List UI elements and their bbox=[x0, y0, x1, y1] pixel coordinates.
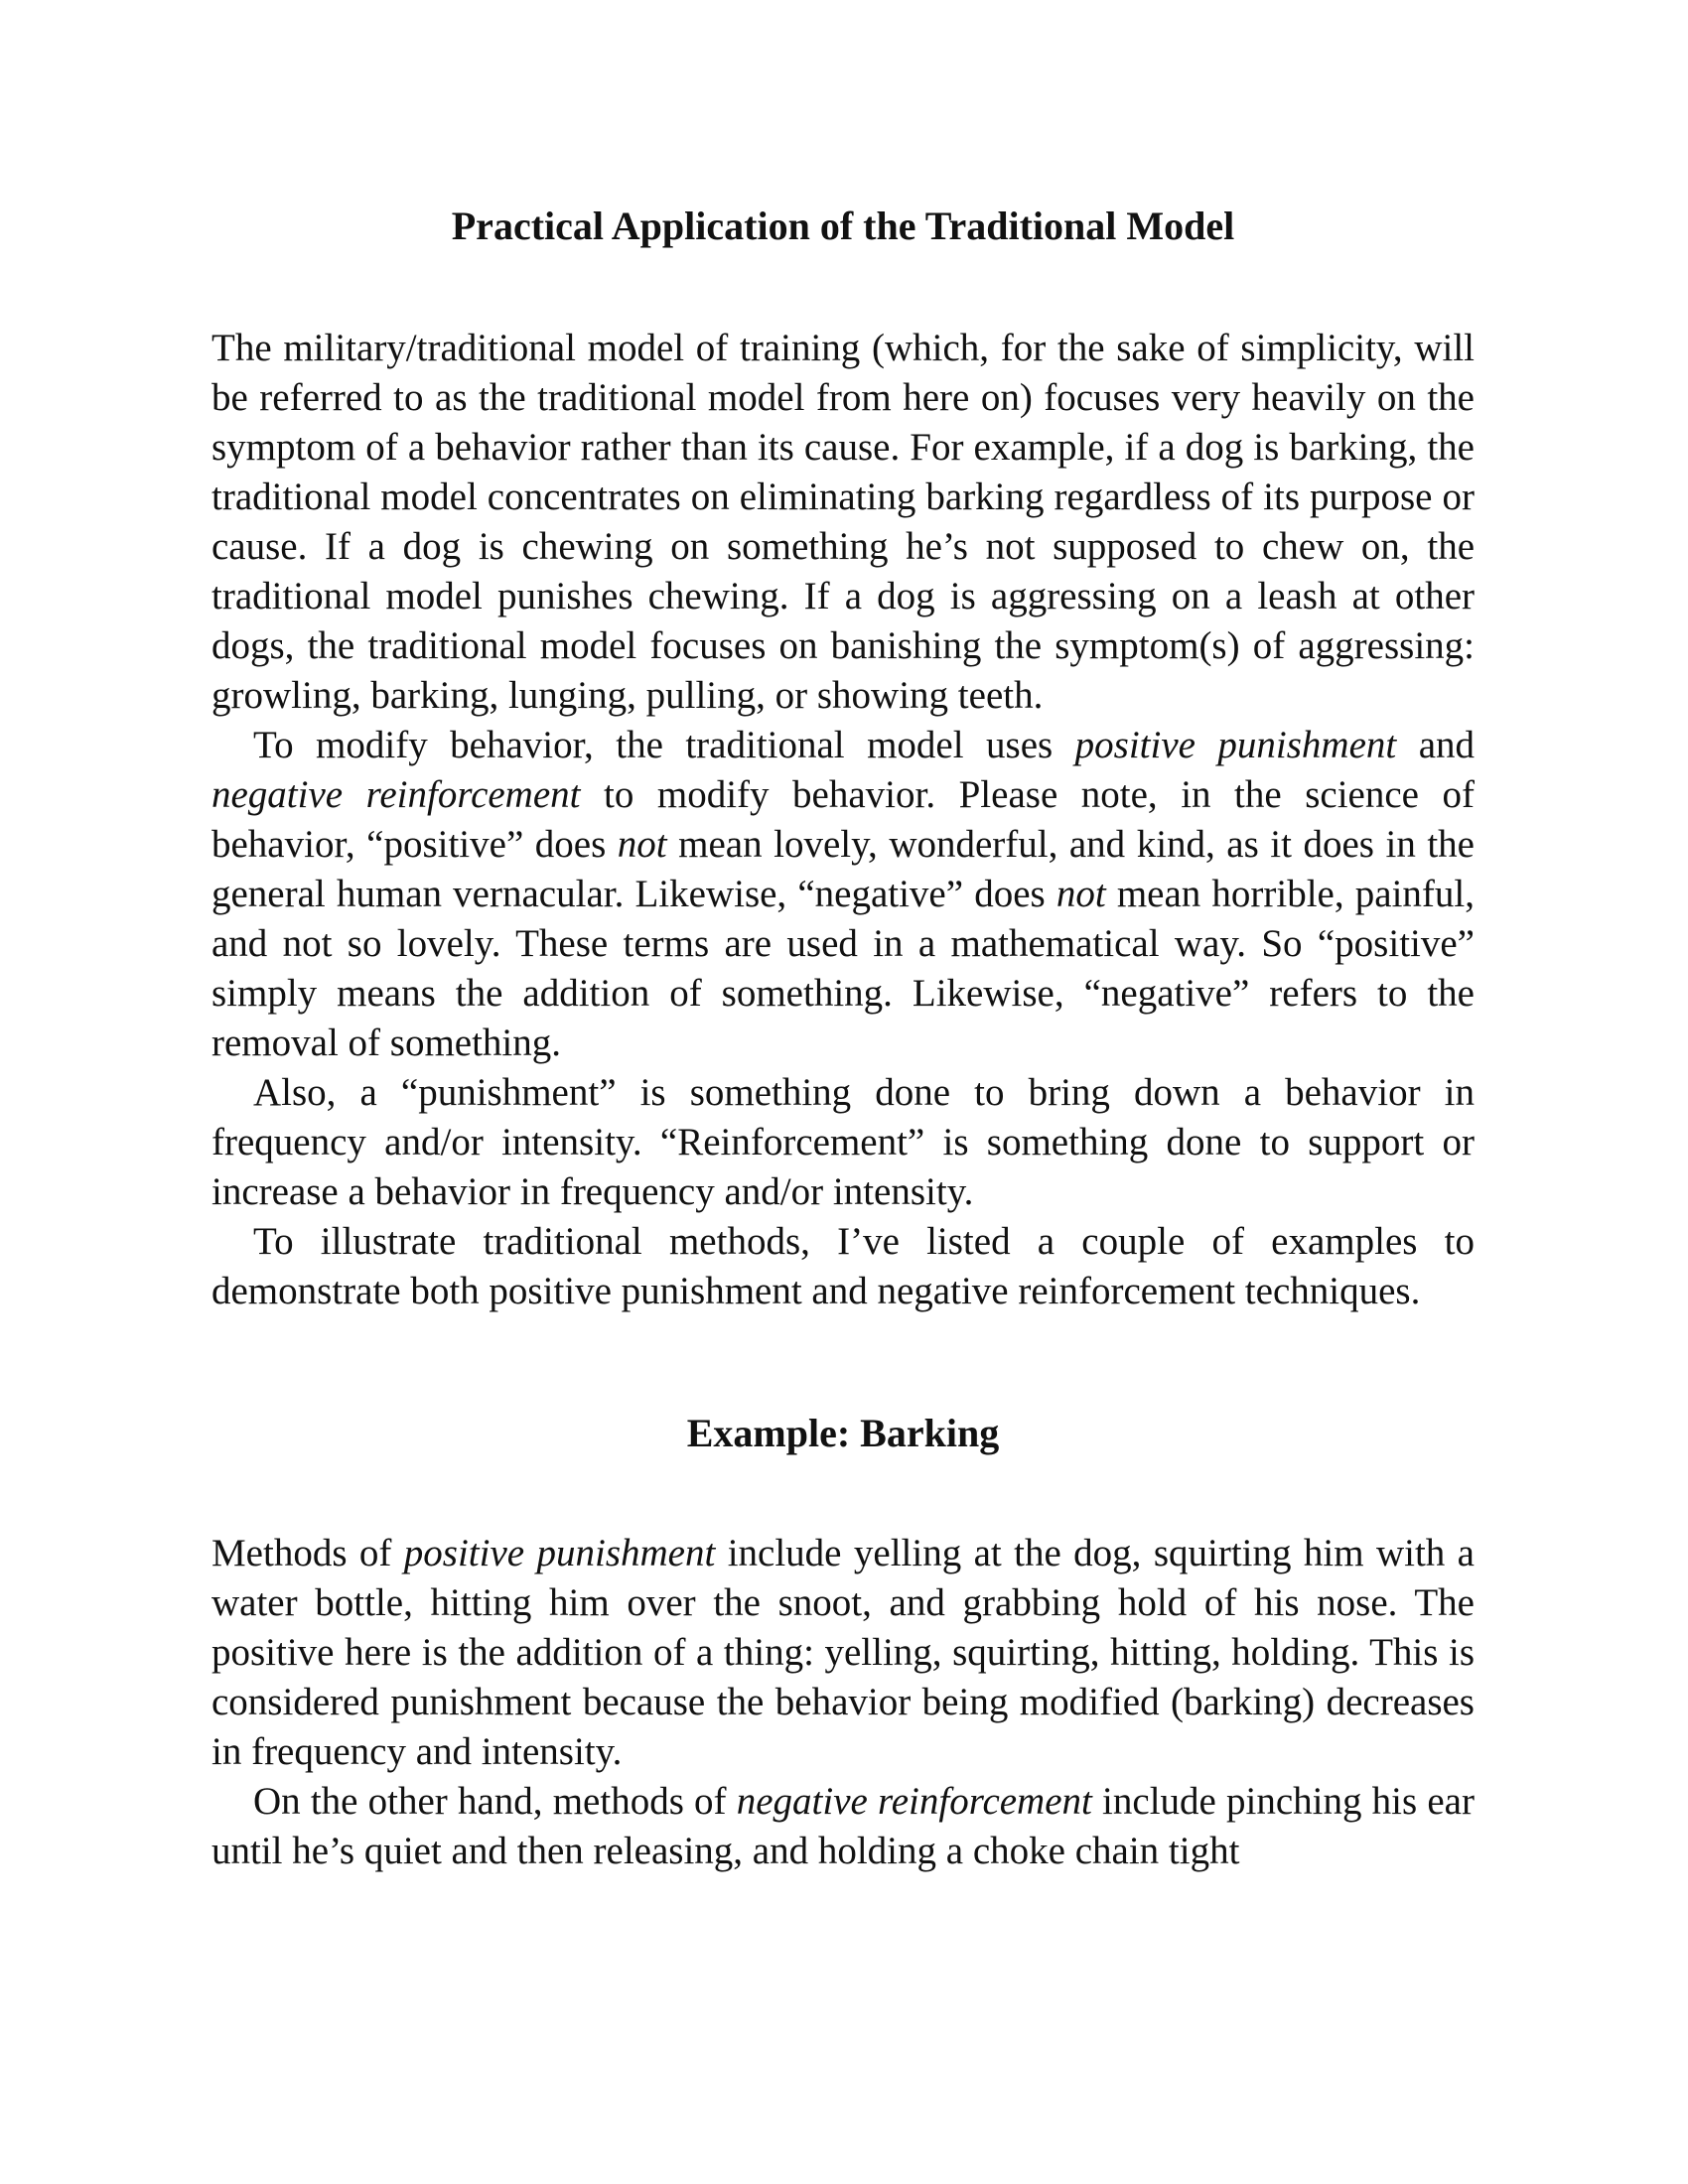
text-run: mean lovely, wonderful, and kind, as it does in the general human vernacular. Likewise, “negative” does bbox=[211, 823, 1475, 915]
text-run: Methods of bbox=[211, 1532, 404, 1574]
paragraph-negative-reinforcement bbox=[211, 1777, 1475, 1876]
paragraph-punishment-definition: Also, a “punishment” is something done to bring down a behavior in frequency and/or intensity. “Reinforcement” is something done to support or increase a behavior in frequency and/or intensity. bbox=[211, 1071, 1475, 1213]
document-page bbox=[211, 199, 1475, 1876]
text-run: include pinching his ear until he’s quiet and then releasing, and holding a choke chain tight bbox=[211, 1780, 1475, 1872]
text-run: include yelling at the dog, squirting him with a water bottle, hitting him over the snoot, and grabbing hold of his nose. The positive here is the addition of a thing: yelling, squirting, hitting, holding. This is considered punishment because the behavior being modified (barking) decreases in frequency and intensity. bbox=[211, 1532, 1475, 1773]
text-run: and bbox=[1396, 724, 1475, 766]
italic-term: negative reinforcement bbox=[211, 773, 581, 816]
paragraph-intro: The military/traditional model of training (which, for the sake of simplicity, will be referred to as the traditional model from here on) focuses very heavily on the symptom of a behavior rather than its cause. For example, if a dog is barking, the traditional model concentrates on eliminating barking regardless of its purpose or cause. If a dog is chewing on something he’s not supposed to chew on, the traditional model punishes chewing. If a dog is aggressing on a leash at other dogs, the traditional model focuses on banishing the symptom(s) of aggressing: growling, barking, lunging, pulling, or showing teeth. bbox=[211, 327, 1475, 717]
paragraph-illustrate: To illustrate traditional methods, I’ve listed a couple of examples to demonstrate both positive punishment and negative reinforcement techniques. bbox=[211, 1220, 1475, 1312]
page-title: Practical Application of the Traditional Model bbox=[451, 204, 1235, 248]
text-run: mean horrible, painful, and not so lovely. These terms are used in a mathematical way. So “positive” simply means the addition of something. Likewise, “negative” refers to the removal of something. bbox=[211, 873, 1475, 1064]
italic-term: positive punishment bbox=[403, 1532, 716, 1574]
section-heading: Example: Barking bbox=[686, 1411, 1000, 1455]
italic-term: negative reinforcement bbox=[736, 1780, 1092, 1823]
text-run: On the other hand, methods of bbox=[253, 1780, 737, 1823]
paragraph-positive-punishment bbox=[211, 1529, 1475, 1777]
italic-term: not bbox=[1055, 873, 1106, 915]
paragraph-modify-behavior bbox=[211, 721, 1475, 1068]
italic-term: not bbox=[617, 823, 667, 866]
italic-term: positive punishment bbox=[1074, 724, 1397, 766]
text-run: to modify behavior. Please note, in the science of behavior, “positive” does bbox=[211, 773, 1475, 866]
text-run: To modify behavior, the traditional model uses bbox=[253, 724, 1075, 766]
